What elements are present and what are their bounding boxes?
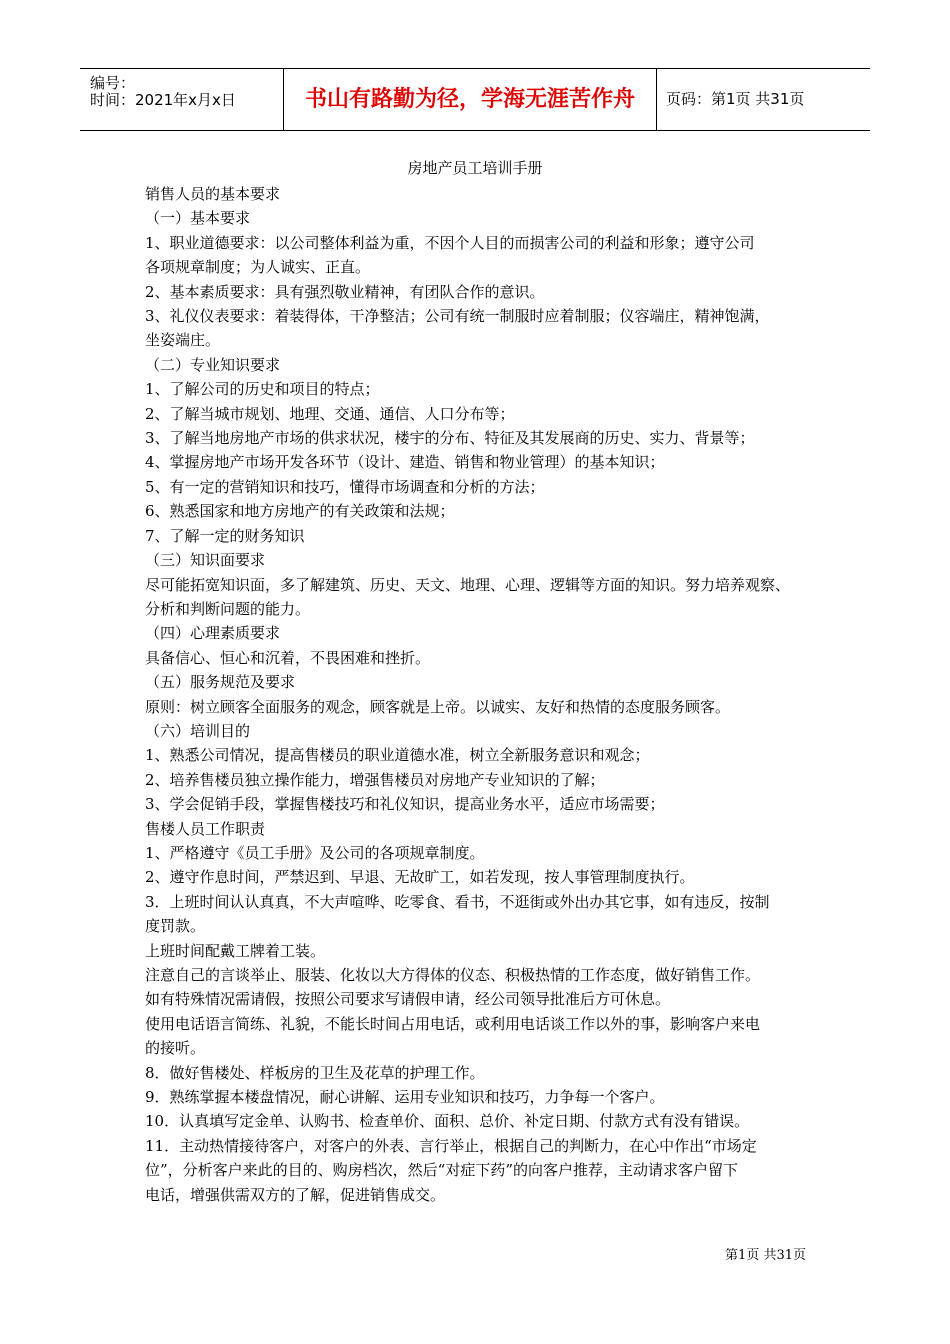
document-header — [80, 68, 870, 131]
body-line: 4、掌握房地产市场开发各环节（设计、建造、销售和物业管理）的基本知识； — [145, 453, 665, 472]
body-line: 售楼人员工作职责 — [145, 819, 266, 838]
body-line: 1、了解公司的历史和项目的特点； — [145, 380, 380, 399]
body-line: 的接听。 — [145, 1039, 206, 1058]
body-line: 1、严格遵守《员工手册》及公司的各项规章制度。 — [145, 843, 485, 862]
header-meta-cell — [80, 69, 283, 130]
document-number-label: 编号： — [90, 74, 136, 92]
body-line: 注意自己的言谈举止、服装、化妆以大方得体的仪态、积极热情的工作态度，做好销售工作。 — [145, 966, 761, 984]
body-line: 1、熟悉公司情况，提高售楼员的职业道德水准，树立全新服务意识和观念； — [145, 746, 650, 765]
header-page-info: 页码：第1页 共31页 — [666, 90, 805, 108]
body-line: （四）心理素质要求 — [145, 624, 281, 643]
header-motto: 书山有路勤为径，学海无涯苦作舟 — [283, 69, 657, 130]
document-body — [145, 182, 815, 1207]
body-line: 7、了解一定的财务知识 — [145, 526, 305, 545]
body-line: 尽可能拓宽知识面，多了解建筑、历史、天文、地理、心理、逻辑等方面的知识。努力培养观察、 — [145, 575, 791, 594]
body-line: 销售人员的基本要求 — [145, 185, 281, 203]
document-date-label: 时间：2021年x月x日 — [90, 91, 236, 109]
body-line: 3．上班时间认认真真，不大声喧哗、吃零食、看书，不逛街或外出办其它事，如有违反，按制 — [145, 892, 770, 911]
body-line: 3、了解当地房地产市场的供求状况，楼宇的分布、特征及其发展商的历史、实力、背景等； — [145, 429, 755, 448]
body-line: （五）服务规范及要求 — [145, 673, 296, 692]
body-line: 度罚款。 — [145, 917, 206, 936]
body-line: 1、职业道德要求：以公司整体利益为重，不因个人目的而损害公司的利益和形象；遵守公司 — [145, 233, 755, 252]
body-line: 2、培养售楼员独立操作能力，增强售楼员对房地产专业知识的了解； — [145, 770, 605, 789]
body-line: 11．主动热情接待客户，对客户的外表、言行举止，根据自己的判断力，在心中作出“市场定 — [145, 1136, 757, 1155]
body-line: 6、熟悉国家和地方房地产的有关政策和法规； — [145, 502, 455, 521]
body-line: （一）基本要求 — [145, 209, 251, 228]
page-footer: 第1页 共31页 — [725, 1248, 806, 1263]
body-line: 2、遵守作息时间，严禁迟到、早退、无故旷工，如若发现，按人事管理制度执行。 — [145, 868, 695, 887]
body-line: 如有特殊情况需请假，按照公司要求写请假申请，经公司领导批准后方可休息。 — [145, 990, 671, 1009]
body-line: （三）知识面要求 — [145, 551, 266, 570]
body-line: 原则：树立顾客全面服务的观念，顾客就是上帝。以诚实、友好和热情的态度服务顾客。 — [145, 697, 731, 716]
body-line: 各项规章制度；为人诚实、正直。 — [145, 258, 371, 277]
body-line: 3、学会促销手段，掌握售楼技巧和礼仪知识，提高业务水平，适应市场需要； — [145, 795, 665, 814]
body-line: 2、了解当城市规划、地理、交通、通信、人口分布等； — [145, 404, 515, 423]
body-line: （六）培训目的 — [145, 721, 251, 740]
body-line: 上班时间配戴工牌着工装。 — [145, 941, 326, 960]
body-line: 电话，增强供需双方的了解，促进销售成交。 — [145, 1185, 446, 1204]
body-line: 位”，分析客户来此的目的、购房档次，然后“对症下药”的向客户推荐，主动请求客户留下 — [145, 1161, 739, 1180]
body-line: 2、基本素质要求：具有强烈敬业精神，有团队合作的意识。 — [145, 282, 545, 301]
body-line: 使用电话语言简练、礼貌，不能长时间占用电话，或利用电话谈工作以外的事，影响客户来电 — [145, 1014, 761, 1033]
body-line: 坐姿端庄。 — [145, 331, 221, 350]
body-line: 9．熟练掌握本楼盘情况，耐心讲解、运用专业知识和技巧，力争每一个客户。 — [145, 1088, 665, 1107]
body-line: （二）专业知识要求 — [145, 355, 281, 374]
body-line: 分析和判断问题的能力。 — [145, 599, 311, 618]
body-line: 8．做好售楼处、样板房的卫生及花草的护理工作。 — [145, 1063, 485, 1082]
body-line: 3、礼仪仪表要求：着装得体，干净整洁；公司有统一制服时应着制服；仪容端庄，精神饱满， — [145, 307, 770, 326]
document-title: 房地产员工培训手册 — [407, 159, 543, 177]
body-line: 10．认真填写定金单、认购书、检查单价、面积、总价、补定日期、付款方式有没有错误。 — [145, 1112, 750, 1131]
body-line: 5、有一定的营销知识和技巧，懂得市场调查和分析的方法； — [145, 477, 545, 496]
body-line: 具备信心、恒心和沉着，不畏困难和挫折。 — [145, 648, 431, 667]
